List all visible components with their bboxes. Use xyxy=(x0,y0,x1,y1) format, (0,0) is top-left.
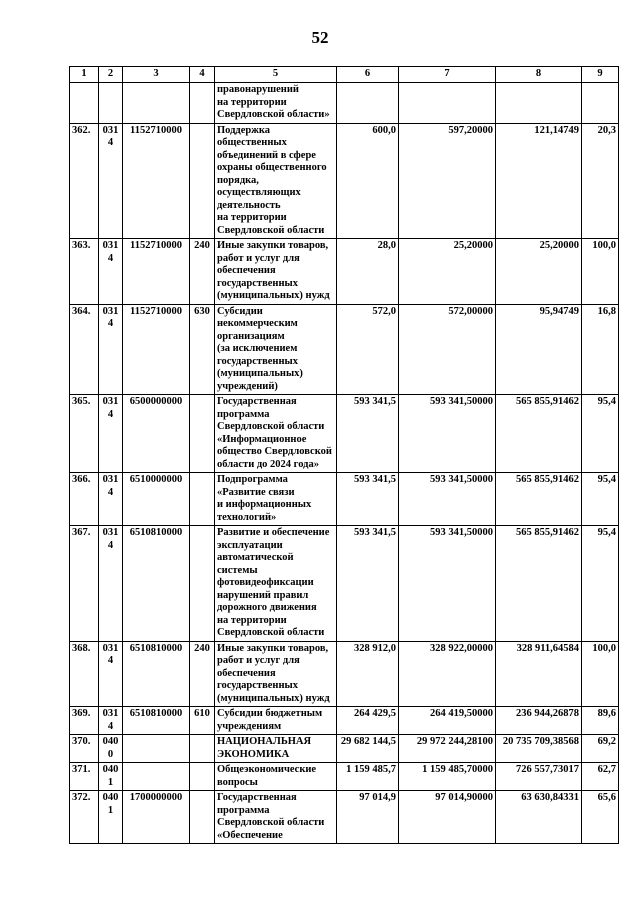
name-cell: Иные закупки товаров, работ и услуг для обеспечения государственных (муниципальных) нужд xyxy=(215,641,337,707)
row-number-cell: 372. xyxy=(70,791,99,844)
executed-cell: 328 911,64584 xyxy=(496,641,582,707)
approved-cell xyxy=(399,83,496,124)
column-header: 3 xyxy=(123,67,190,83)
plan-cell: 593 341,5 xyxy=(337,473,399,526)
section-code-cell: 0314 xyxy=(99,304,123,395)
target-code-cell: 1152710000 xyxy=(123,123,190,239)
section-code-cell: 0400 xyxy=(99,735,123,763)
expense-type-cell: 240 xyxy=(190,239,215,305)
percent-cell xyxy=(582,83,619,124)
approved-cell: 29 972 244,28100 xyxy=(399,735,496,763)
plan-cell: 328 912,0 xyxy=(337,641,399,707)
row-number-cell: 370. xyxy=(70,735,99,763)
table-row xyxy=(70,763,619,791)
column-header: 5 xyxy=(215,67,337,83)
row-number-cell: 369. xyxy=(70,707,99,735)
row-number-cell: 365. xyxy=(70,395,99,473)
executed-cell: 565 855,91462 xyxy=(496,473,582,526)
name-cell: Подпрограмма «Развитие связи и информационных технологий» xyxy=(215,473,337,526)
expense-type-cell xyxy=(190,791,215,844)
target-code-cell: 1700000000 xyxy=(123,791,190,844)
table-header-row xyxy=(70,67,619,83)
plan-cell xyxy=(337,83,399,124)
name-cell: правонарушений на территории Свердловской области» xyxy=(215,83,337,124)
approved-cell: 593 341,50000 xyxy=(399,395,496,473)
executed-cell: 25,20000 xyxy=(496,239,582,305)
approved-cell: 572,00000 xyxy=(399,304,496,395)
table-row xyxy=(70,123,619,239)
table-row xyxy=(70,526,619,642)
name-cell: Иные закупки товаров, работ и услуг для обеспечения государственных (муниципальных) нужд xyxy=(215,239,337,305)
executed-cell: 236 944,26878 xyxy=(496,707,582,735)
table-row xyxy=(70,395,619,473)
expense-type-cell xyxy=(190,526,215,642)
name-cell: Общеэкономические вопросы xyxy=(215,763,337,791)
approved-cell: 593 341,50000 xyxy=(399,473,496,526)
executed-cell: 565 855,91462 xyxy=(496,526,582,642)
row-number-cell: 363. xyxy=(70,239,99,305)
section-code-cell: 0314 xyxy=(99,123,123,239)
percent-cell: 62,7 xyxy=(582,763,619,791)
column-header: 6 xyxy=(337,67,399,83)
approved-cell: 264 419,50000 xyxy=(399,707,496,735)
approved-cell: 97 014,90000 xyxy=(399,791,496,844)
row-number-cell: 364. xyxy=(70,304,99,395)
expense-type-cell xyxy=(190,763,215,791)
table-row xyxy=(70,473,619,526)
executed-cell: 121,14749 xyxy=(496,123,582,239)
expense-type-cell xyxy=(190,395,215,473)
percent-cell: 16,8 xyxy=(582,304,619,395)
percent-cell: 69,2 xyxy=(582,735,619,763)
plan-cell: 264 429,5 xyxy=(337,707,399,735)
name-cell: Субсидии некоммерческим организациям (за исключением государственных (муниципальных) учреждений) xyxy=(215,304,337,395)
approved-cell: 593 341,50000 xyxy=(399,526,496,642)
executed-cell xyxy=(496,83,582,124)
target-code-cell: 1152710000 xyxy=(123,239,190,305)
name-cell: НАЦИОНАЛЬНАЯ ЭКОНОМИКА xyxy=(215,735,337,763)
name-cell: Поддержка общественных объединений в сфере охраны общественного порядка, осуществляющих деятельность на территории Свердловской области xyxy=(215,123,337,239)
plan-cell: 593 341,5 xyxy=(337,395,399,473)
expense-type-cell xyxy=(190,123,215,239)
section-code-cell: 0314 xyxy=(99,395,123,473)
row-number-cell: 362. xyxy=(70,123,99,239)
target-code-cell: 6500000000 xyxy=(123,395,190,473)
section-code-cell: 0314 xyxy=(99,707,123,735)
plan-cell: 572,0 xyxy=(337,304,399,395)
section-code-cell: 0401 xyxy=(99,763,123,791)
percent-cell: 100,0 xyxy=(582,239,619,305)
table-row xyxy=(70,239,619,305)
executed-cell: 565 855,91462 xyxy=(496,395,582,473)
table-row xyxy=(70,735,619,763)
column-header: 4 xyxy=(190,67,215,83)
column-header: 8 xyxy=(496,67,582,83)
table-row xyxy=(70,83,619,124)
executed-cell: 20 735 709,38568 xyxy=(496,735,582,763)
expense-type-cell: 240 xyxy=(190,641,215,707)
expense-type-cell xyxy=(190,83,215,124)
approved-cell: 25,20000 xyxy=(399,239,496,305)
column-header: 2 xyxy=(99,67,123,83)
target-code-cell: 6510810000 xyxy=(123,707,190,735)
table-row xyxy=(70,304,619,395)
target-code-cell xyxy=(123,83,190,124)
target-code-cell: 6510810000 xyxy=(123,641,190,707)
section-code-cell: 0314 xyxy=(99,239,123,305)
table-row xyxy=(70,791,619,844)
approved-cell: 597,20000 xyxy=(399,123,496,239)
percent-cell: 95,4 xyxy=(582,473,619,526)
expense-type-cell: 630 xyxy=(190,304,215,395)
expense-type-cell xyxy=(190,473,215,526)
executed-cell: 95,94749 xyxy=(496,304,582,395)
name-cell: Субсидии бюджетным учреждениям xyxy=(215,707,337,735)
percent-cell: 100,0 xyxy=(582,641,619,707)
percent-cell: 65,6 xyxy=(582,791,619,844)
plan-cell: 1 159 485,7 xyxy=(337,763,399,791)
row-number-cell: 371. xyxy=(70,763,99,791)
row-number-cell: 366. xyxy=(70,473,99,526)
plan-cell: 593 341,5 xyxy=(337,526,399,642)
section-code-cell: 0314 xyxy=(99,473,123,526)
target-code-cell: 1152710000 xyxy=(123,304,190,395)
expense-type-cell: 610 xyxy=(190,707,215,735)
table-row xyxy=(70,641,619,707)
plan-cell: 29 682 144,5 xyxy=(337,735,399,763)
expense-type-cell xyxy=(190,735,215,763)
name-cell: Развитие и обеспечение эксплуатации автоматической системы фотовидеофиксации нарушений правил дорожного движения на территории Свердловской области xyxy=(215,526,337,642)
row-number-cell xyxy=(70,83,99,124)
table-row xyxy=(70,707,619,735)
section-code-cell: 0314 xyxy=(99,641,123,707)
column-header: 9 xyxy=(582,67,619,83)
name-cell: Государственная программа Свердловской области «Информационное общество Свердловской области до 2024 года» xyxy=(215,395,337,473)
target-code-cell xyxy=(123,763,190,791)
plan-cell: 97 014,9 xyxy=(337,791,399,844)
section-code-cell xyxy=(99,83,123,124)
section-code-cell: 0314 xyxy=(99,526,123,642)
page-number: 52 xyxy=(311,28,329,47)
target-code-cell xyxy=(123,735,190,763)
percent-cell: 95,4 xyxy=(582,526,619,642)
percent-cell: 20,3 xyxy=(582,123,619,239)
name-cell: Государственная программа Свердловской области «Обеспечение xyxy=(215,791,337,844)
section-code-cell: 0401 xyxy=(99,791,123,844)
budget-table xyxy=(69,66,619,844)
target-code-cell: 6510810000 xyxy=(123,526,190,642)
executed-cell: 63 630,84331 xyxy=(496,791,582,844)
target-code-cell: 6510000000 xyxy=(123,473,190,526)
approved-cell: 1 159 485,70000 xyxy=(399,763,496,791)
plan-cell: 28,0 xyxy=(337,239,399,305)
table-body xyxy=(70,83,619,844)
column-header: 7 xyxy=(399,67,496,83)
column-header: 1 xyxy=(70,67,99,83)
percent-cell: 95,4 xyxy=(582,395,619,473)
row-number-cell: 367. xyxy=(70,526,99,642)
plan-cell: 600,0 xyxy=(337,123,399,239)
percent-cell: 89,6 xyxy=(582,707,619,735)
approved-cell: 328 922,00000 xyxy=(399,641,496,707)
row-number-cell: 368. xyxy=(70,641,99,707)
executed-cell: 726 557,73017 xyxy=(496,763,582,791)
